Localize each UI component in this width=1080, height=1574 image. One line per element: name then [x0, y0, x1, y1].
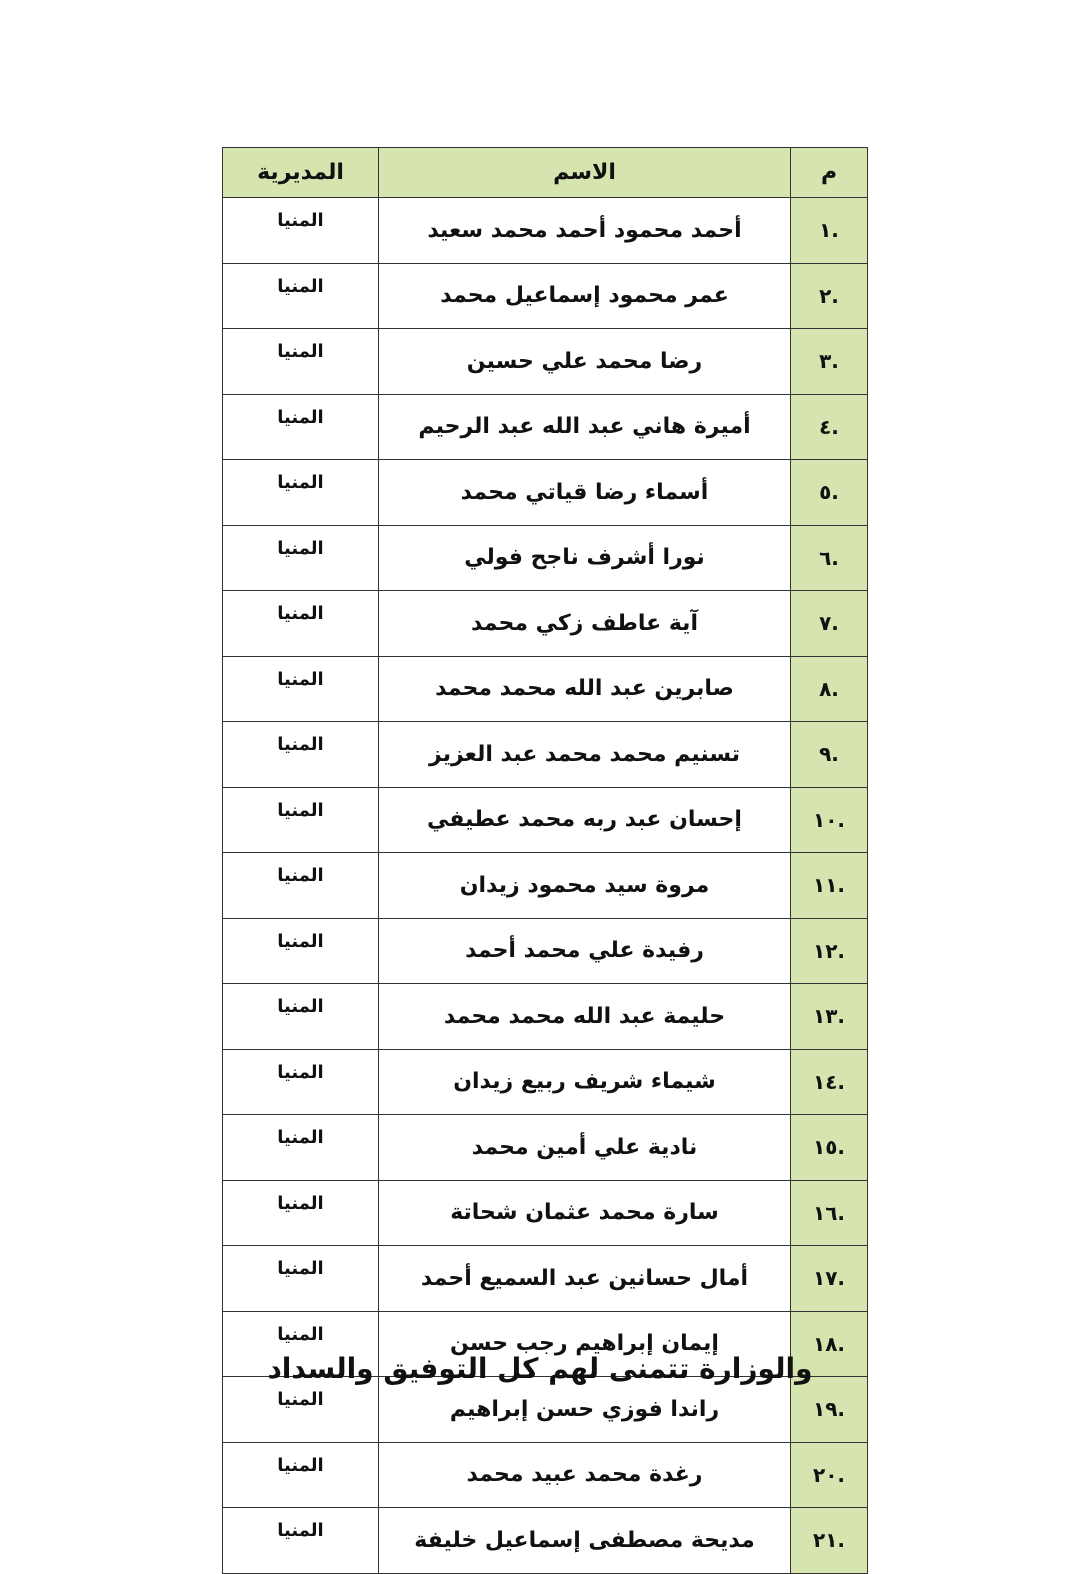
table-row: [223, 787, 868, 853]
row-name: إحسان عبد ربه محمد عطيفي: [379, 787, 791, 853]
row-number: .٣: [791, 329, 868, 395]
row-number: .١٤: [791, 1049, 868, 1115]
row-name: أمال حسانين عبد السميع أحمد: [379, 1246, 791, 1312]
table-header-row: [223, 148, 868, 198]
table-row: [223, 853, 868, 919]
row-directorate: المنيا: [223, 1377, 379, 1443]
row-number: .١٥: [791, 1115, 868, 1181]
row-name: آية عاطف زكي محمد: [379, 591, 791, 657]
row-name: مروة سيد محمود زيدان: [379, 853, 791, 919]
row-directorate: المنيا: [223, 1180, 379, 1246]
row-number: .٢٠: [791, 1442, 868, 1508]
row-number: .٩: [791, 722, 868, 788]
row-number: .١٨: [791, 1311, 868, 1377]
row-directorate: المنيا: [223, 918, 379, 984]
row-number: .١١: [791, 853, 868, 919]
row-number: .١٩: [791, 1377, 868, 1443]
row-name: رغدة محمد عبيد محمد: [379, 1442, 791, 1508]
table-row: [223, 1049, 868, 1115]
table-row: [223, 984, 868, 1050]
row-number: .٢: [791, 263, 868, 329]
row-number: .١: [791, 198, 868, 264]
row-directorate: المنيا: [223, 1246, 379, 1312]
table-row: [223, 329, 868, 395]
table-row: [223, 1442, 868, 1508]
row-name: سارة محمد عثمان شحاتة: [379, 1180, 791, 1246]
row-name: رفيدة علي محمد أحمد: [379, 918, 791, 984]
table-header: [223, 148, 868, 198]
header-number: م: [791, 148, 868, 198]
row-directorate: المنيا: [223, 263, 379, 329]
row-name: راندا فوزي حسن إبراهيم: [379, 1377, 791, 1443]
table-row: [223, 918, 868, 984]
row-directorate: المنيا: [223, 591, 379, 657]
row-number: .١٠: [791, 787, 868, 853]
row-directorate: المنيا: [223, 1442, 379, 1508]
row-name: إيمان إبراهيم رجب حسن: [379, 1311, 791, 1377]
row-name: مديحة مصطفى إسماعيل خليفة: [379, 1508, 791, 1574]
table-row: [223, 263, 868, 329]
row-name: عمر محمود إسماعيل محمد: [379, 263, 791, 329]
row-directorate: المنيا: [223, 1115, 379, 1181]
table-row: [223, 1246, 868, 1312]
row-number: .٤: [791, 394, 868, 460]
row-directorate: المنيا: [223, 984, 379, 1050]
row-directorate: المنيا: [223, 787, 379, 853]
table-row: [223, 1377, 868, 1443]
row-directorate: المنيا: [223, 460, 379, 526]
row-directorate: المنيا: [223, 1508, 379, 1574]
table-row: [223, 460, 868, 526]
row-directorate: المنيا: [223, 1049, 379, 1115]
header-name: الاسم: [379, 148, 791, 198]
row-directorate: المنيا: [223, 722, 379, 788]
table-row: [223, 591, 868, 657]
table-row: [223, 394, 868, 460]
row-directorate: المنيا: [223, 1311, 379, 1377]
row-number: .٥: [791, 460, 868, 526]
row-number: .١٦: [791, 1180, 868, 1246]
row-name: حليمة عبد الله محمد محمد: [379, 984, 791, 1050]
row-name: شيماء شريف ربيع زيدان: [379, 1049, 791, 1115]
row-directorate: المنيا: [223, 198, 379, 264]
row-name: أميرة هاني عبد الله عبد الرحيم: [379, 394, 791, 460]
row-directorate: المنيا: [223, 853, 379, 919]
row-name: صابرين عبد الله محمد محمد: [379, 656, 791, 722]
row-number: .١٧: [791, 1246, 868, 1312]
table-row: [223, 656, 868, 722]
row-name: نادية علي أمين محمد: [379, 1115, 791, 1181]
row-name: أحمد محمود أحمد محمد سعيد: [379, 198, 791, 264]
row-number: .١٢: [791, 918, 868, 984]
row-name: أسماء رضا قياتي محمد: [379, 460, 791, 526]
row-name: نورا أشرف ناجح فولي: [379, 525, 791, 591]
table-row: [223, 1508, 868, 1574]
row-directorate: المنيا: [223, 329, 379, 395]
row-number: .٧: [791, 591, 868, 657]
row-number: .٢١: [791, 1508, 868, 1574]
table-row: [223, 198, 868, 264]
table-row: [223, 525, 868, 591]
row-directorate: المنيا: [223, 525, 379, 591]
row-directorate: المنيا: [223, 656, 379, 722]
table-row: [223, 1180, 868, 1246]
header-directorate: المديرية: [223, 148, 379, 198]
row-directorate: المنيا: [223, 394, 379, 460]
row-name: تسنيم محمد محمد عبد العزيز: [379, 722, 791, 788]
footer-message: والوزارة تتمنى لهم كل التوفيق والسداد: [267, 1352, 813, 1385]
row-number: .٦: [791, 525, 868, 591]
table-row: [223, 1115, 868, 1181]
row-name: رضا محمد علي حسين: [379, 329, 791, 395]
table-row: [223, 722, 868, 788]
row-number: .١٣: [791, 984, 868, 1050]
row-number: .٨: [791, 656, 868, 722]
